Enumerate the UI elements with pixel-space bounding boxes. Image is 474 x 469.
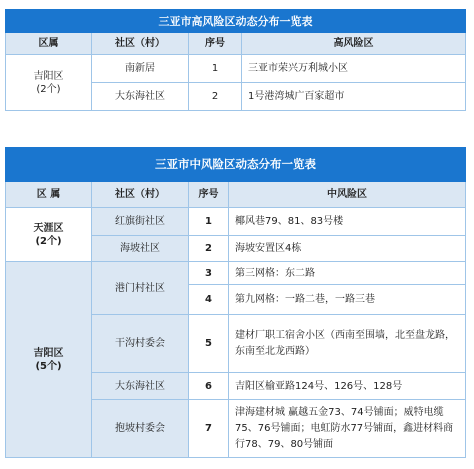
header-medium-risk-area: 中风险区 xyxy=(229,182,466,208)
community-cell: 港门村社区 xyxy=(92,262,189,315)
area-cell: 1号港湾城广百家超市 xyxy=(242,83,466,111)
district-count: (5个) xyxy=(35,360,62,372)
community-cell: 红旗街社区 xyxy=(92,208,189,236)
number-cell: 3 xyxy=(189,262,229,285)
community-cell: 干沟村委会 xyxy=(92,315,189,373)
area-cell: 津海建材城 赢越五金73、74号铺面；威特电缆75、76号铺面；电虹防水77号铺面，鑫进材料商行78、79、80号铺面 xyxy=(229,400,466,458)
number-cell: 4 xyxy=(189,285,229,315)
community-cell: 大东海社区 xyxy=(92,373,189,400)
district-cell-jiyang xyxy=(6,262,92,458)
community-cell: 大东海社区 xyxy=(92,83,189,111)
district-count: (2个) xyxy=(35,235,62,247)
area-cell: 第九网格：一路二巷，一路三巷 xyxy=(229,285,466,315)
community-cell: 南新居 xyxy=(92,55,189,83)
area-cell: 吉阳区榆亚路124号、126号、128号 xyxy=(229,373,466,400)
district-name: 吉阳区 xyxy=(33,347,64,359)
area-cell: 椰风巷79、81、83号楼 xyxy=(229,208,466,236)
header-district: 区 属 xyxy=(6,182,92,208)
header-number: 序号 xyxy=(189,182,229,208)
number-cell: 6 xyxy=(189,373,229,400)
high-risk-table xyxy=(5,9,466,111)
high-risk-title: 三亚市高风险区动态分布一览表 xyxy=(6,10,466,33)
community-cell: 海坡社区 xyxy=(92,236,189,262)
medium-risk-title: 三亚市中风险区动态分布一览表 xyxy=(6,148,466,182)
area-cell: 三亚市荣兴万利城小区 xyxy=(242,55,466,83)
number-cell: 5 xyxy=(189,315,229,373)
number-cell: 1 xyxy=(189,208,229,236)
header-community: 社区（村） xyxy=(92,182,189,208)
district-count: (2个) xyxy=(36,83,61,95)
district-cell-jiyang xyxy=(6,55,92,111)
community-cell: 抱坡村委会 xyxy=(92,400,189,458)
header-district: 区属 xyxy=(6,33,92,55)
number-cell: 7 xyxy=(189,400,229,458)
district-name: 吉阳区 xyxy=(33,70,64,82)
number-cell: 1 xyxy=(189,55,242,83)
medium-risk-table xyxy=(5,147,466,458)
area-cell: 海坡安置区4栋 xyxy=(229,236,466,262)
header-number: 序号 xyxy=(189,33,242,55)
header-community: 社区（村） xyxy=(92,33,189,55)
area-cell: 第三网格：东二路 xyxy=(229,262,466,285)
number-cell: 2 xyxy=(189,83,242,111)
district-cell-tianya xyxy=(6,208,92,262)
area-cell: 建材厂职工宿舍小区（西南至围墙，北至盘龙路，东南至北龙西路） xyxy=(229,315,466,373)
district-name: 天涯区 xyxy=(33,222,64,234)
number-cell: 2 xyxy=(189,236,229,262)
header-high-risk-area: 高风险区 xyxy=(242,33,466,55)
